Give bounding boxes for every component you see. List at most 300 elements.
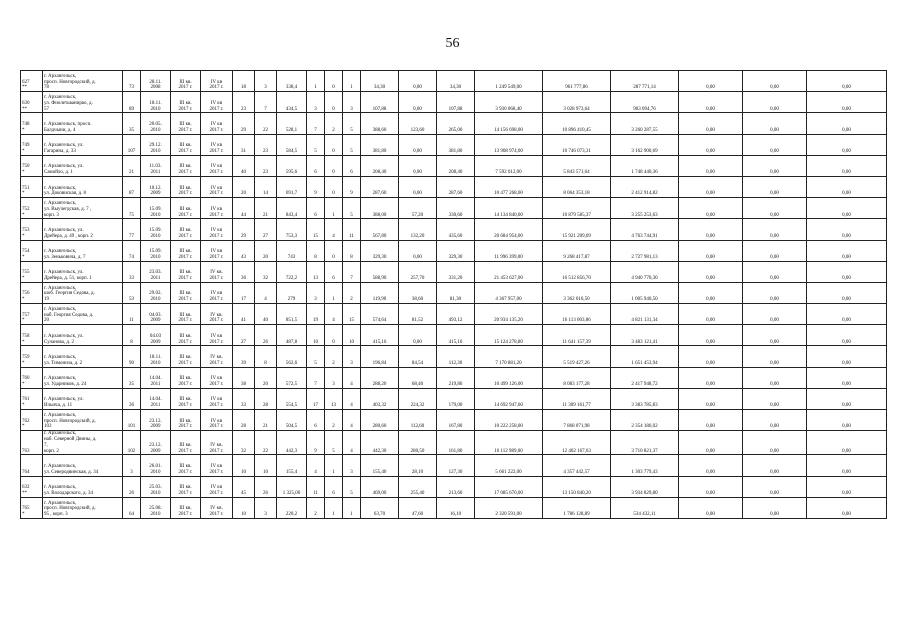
- count-c1-cell: 10: [307, 325, 325, 346]
- area-d2-cell: 28,10: [399, 455, 437, 476]
- count-c1-cell: 11: [307, 476, 325, 497]
- count-c1-cell: 1: [307, 71, 325, 92]
- area-d3-cell: 213,60: [437, 476, 475, 497]
- row-number: 630 **: [21, 92, 43, 113]
- table-row: [21, 388, 887, 409]
- stage-cell: III кв. 2017 г.: [171, 134, 201, 155]
- area-d1-cell: 280,60: [361, 410, 399, 431]
- count-b-cell: 3: [255, 71, 277, 92]
- year-cell: 53: [123, 282, 141, 303]
- row-number: 754 *: [21, 240, 43, 261]
- table-row: [21, 346, 887, 367]
- count-c3-cell: 4: [343, 388, 361, 409]
- address-cell: г. Архангельск, ул. Самойло, д. 1: [43, 155, 123, 176]
- count-c1-cell: 9: [307, 431, 325, 455]
- area-d1-cell: 107,88: [361, 92, 399, 113]
- address-cell: г. Архангельск, ул. Выучегдская, д. 7 , корп. 3: [43, 198, 123, 219]
- area-d2-cell: 132,20: [399, 219, 437, 240]
- area-d1-cell: 329,30: [361, 240, 399, 261]
- count-b-cell: 7: [255, 92, 277, 113]
- term-cell: IV кв 2017 г.: [201, 71, 233, 92]
- stage-cell: III кв. 2017 г.: [171, 198, 201, 219]
- zero-2-cell: 0,00: [743, 410, 807, 431]
- table-row: [21, 113, 887, 134]
- term-cell: IV кв 2017 г.: [201, 388, 233, 409]
- row-number: 758 *: [21, 325, 43, 346]
- address-cell: г. Архангельск, ул. Володарского, д. 34: [43, 476, 123, 497]
- count-c3-cell: 3: [343, 346, 361, 367]
- sum-cell: 1 303 779,43: [611, 455, 679, 476]
- count-c1-cell: 3: [307, 92, 325, 113]
- count-a-cell: 18: [233, 71, 255, 92]
- zero-2-cell: 0,00: [743, 325, 807, 346]
- area-d1-cell: 574,64: [361, 304, 399, 325]
- cost-fund-cell: 15 921 209,09: [543, 219, 611, 240]
- year-cell: 77: [123, 219, 141, 240]
- row-number: 759 *: [21, 346, 43, 367]
- area-cell: 434,5: [277, 92, 307, 113]
- sum-cell: 2 727 981,13: [611, 240, 679, 261]
- date-cell: 14.04. 2011: [141, 388, 171, 409]
- zero-2-cell: 0,00: [743, 346, 807, 367]
- year-cell: 89: [123, 92, 141, 113]
- area-d3-cell: 107,88: [437, 92, 475, 113]
- table-row: [21, 282, 887, 303]
- address-cell: г. Архангельск, просп. Новгородский, д. 78: [43, 71, 123, 92]
- date-cell: 15.09. 2010: [141, 219, 171, 240]
- count-b-cell: 3: [255, 497, 277, 518]
- cost-fund-cell: 10 746 073,31: [543, 134, 611, 155]
- address-cell: г. Архангельск, ул. Ильича, д. 11: [43, 388, 123, 409]
- count-c2-cell: 0: [325, 134, 343, 155]
- count-c3-cell: 10: [343, 325, 361, 346]
- zero-2-cell: 0,00: [743, 92, 807, 113]
- year-cell: 87: [123, 176, 141, 197]
- count-c3-cell: 5: [343, 198, 361, 219]
- address-cell: г. Архангельск, ул. Зеньковича, д. 7: [43, 240, 123, 261]
- count-a-cell: 39: [233, 346, 255, 367]
- zero-3-cell: 0,00: [807, 304, 887, 325]
- cost-estimate-cell: 17 085 670,00: [475, 476, 543, 497]
- count-b-cell: 23: [255, 134, 277, 155]
- count-c1-cell: 17: [307, 388, 325, 409]
- cost-estimate-cell: 20 934 135,20: [475, 304, 543, 325]
- area-d2-cell: 81,52: [399, 304, 437, 325]
- count-c1-cell: 6: [307, 198, 325, 219]
- address-cell: г. Архангельск, ул. Фиолетьванирко, д. 57: [43, 92, 123, 113]
- sum-cell: 1 748 440,36: [611, 155, 679, 176]
- count-c3-cell: 4: [343, 367, 361, 388]
- area-cell: 722,2: [277, 261, 307, 282]
- count-b-cell: 26: [255, 325, 277, 346]
- date-cell: 26.01. 2010: [141, 455, 171, 476]
- zero-3-cell: 0,00: [807, 240, 887, 261]
- cost-estimate-cell: 5 661 222,00: [475, 455, 543, 476]
- cost-fund-cell: 9 268 417,87: [543, 240, 611, 261]
- date-cell: 15.09. 2010: [141, 198, 171, 219]
- area-cell: 691,7: [277, 176, 307, 197]
- term-cell: IV кв 2017 г.: [201, 325, 233, 346]
- area-d3-cell: 16,10: [437, 497, 475, 518]
- count-c1-cell: 5: [307, 134, 325, 155]
- cost-estimate-cell: 13 908 974,00: [475, 134, 543, 155]
- count-c1-cell: 5: [307, 346, 325, 367]
- count-c1-cell: 9: [307, 176, 325, 197]
- address-cell: г. Архангельск, ул. Ударников, д. 24: [43, 367, 123, 388]
- area-d2-cell: 255,40: [399, 476, 437, 497]
- cost-fund-cell: 11 641 157,39: [543, 325, 611, 346]
- date-cell: 14.04. 2011: [141, 367, 171, 388]
- count-b-cell: 40: [255, 304, 277, 325]
- row-number: 753 *: [21, 219, 43, 240]
- count-a-cell: 32: [233, 431, 255, 455]
- area-cell: 584,5: [277, 134, 307, 155]
- cost-estimate-cell: 14 134 840,00: [475, 198, 543, 219]
- count-c1-cell: 19: [307, 304, 325, 325]
- count-c1-cell: 6: [307, 410, 325, 431]
- year-cell: 8: [123, 325, 141, 346]
- row-number: 756 *: [21, 282, 43, 303]
- area-d1-cell: 119,90: [361, 282, 399, 303]
- count-c1-cell: 4: [307, 455, 325, 476]
- sum-cell: 287 771,14: [611, 71, 679, 92]
- row-number: 749 *: [21, 134, 43, 155]
- zero-2-cell: 0,00: [743, 176, 807, 197]
- count-c3-cell: 3: [343, 92, 361, 113]
- stage-cell: III кв. 2017 г.: [171, 176, 201, 197]
- area-d3-cell: 415,16: [437, 325, 475, 346]
- sum-cell: 2 417 948,72: [611, 367, 679, 388]
- resettlement-table: [20, 70, 887, 519]
- row-number: 761 *: [21, 388, 43, 409]
- year-cell: 101: [123, 410, 141, 431]
- count-c2-cell: 2: [325, 410, 343, 431]
- zero-1-cell: 0,00: [679, 240, 743, 261]
- date-cell: 23.12. 2009: [141, 410, 171, 431]
- count-b-cell: 32: [255, 261, 277, 282]
- count-c3-cell: 6: [343, 155, 361, 176]
- address-cell: г. Архангельск, просп. Новгородский, д. 95 , корп. 3: [43, 497, 123, 518]
- count-c2-cell: 6: [325, 476, 343, 497]
- area-d3-cell: 208,40: [437, 155, 475, 176]
- date-cell: 11.03. 2011: [141, 155, 171, 176]
- zero-3-cell: 0,00: [807, 410, 887, 431]
- sum-cell: 3 934 829,80: [611, 476, 679, 497]
- table-row: [21, 367, 887, 388]
- row-number: 752 *: [21, 198, 43, 219]
- cost-estimate-cell: 3 930 068,40: [475, 92, 543, 113]
- address-cell: г. Архангельск, ул. Дрейера, д. 51, корп. 1: [43, 261, 123, 282]
- sum-cell: 4 763 744,91: [611, 219, 679, 240]
- stage-cell: III кв. 2017 г.: [171, 497, 201, 518]
- zero-1-cell: 0,00: [679, 219, 743, 240]
- zero-1-cell: 0,00: [679, 431, 743, 455]
- sum-cell: 2 354 186,02: [611, 410, 679, 431]
- count-c3-cell: 4: [343, 431, 361, 455]
- area-d2-cell: 123,60: [399, 113, 437, 134]
- table-row: [21, 476, 887, 497]
- count-c1-cell: 3: [307, 282, 325, 303]
- table-row: [21, 240, 887, 261]
- area-d1-cell: 287,60: [361, 176, 399, 197]
- address-cell: г. Архангельск, наб. Северной Двины, д. 7, корп. 2: [43, 431, 123, 455]
- address-cell: г. Архангельск, просп. Новгородский, д. 103: [43, 410, 123, 431]
- address-cell: г. Архангельск, ул. Тимониза, д. 2: [43, 346, 123, 367]
- area-d1-cell: 567,80: [361, 219, 399, 240]
- zero-3-cell: 0,00: [807, 176, 887, 197]
- area-d1-cell: 469,00: [361, 476, 399, 497]
- zero-2-cell: 0,00: [743, 431, 807, 455]
- zero-3-cell: 0,00: [807, 155, 887, 176]
- row-number: 751 *: [21, 176, 43, 197]
- zero-2-cell: 0,00: [743, 198, 807, 219]
- count-b-cell: 22: [255, 113, 277, 134]
- zero-2-cell: 0,00: [743, 455, 807, 476]
- cost-estimate-cell: 14 156 698,00: [475, 113, 543, 134]
- stage-cell: III кв. 2017 г.: [171, 155, 201, 176]
- area-d3-cell: 287,60: [437, 176, 475, 197]
- table-row: [21, 92, 887, 113]
- area-cell: 743: [277, 240, 307, 261]
- count-b-cell: 23: [255, 155, 277, 176]
- area-d1-cell: 388,00: [361, 198, 399, 219]
- cost-fund-cell: 8 083 177,28: [543, 367, 611, 388]
- zero-2-cell: 0,00: [743, 219, 807, 240]
- count-c3-cell: 11: [343, 219, 361, 240]
- area-d3-cell: 493,12: [437, 304, 475, 325]
- area-d1-cell: 63,70: [361, 497, 399, 518]
- table-row: [21, 155, 887, 176]
- zero-3-cell: 0,00: [807, 325, 887, 346]
- area-cell: 554,5: [277, 388, 307, 409]
- area-d2-cell: 0,00: [399, 71, 437, 92]
- zero-2-cell: 0,00: [743, 497, 807, 518]
- area-d2-cell: 0,00: [399, 92, 437, 113]
- term-cell: IV кв 2017 г.: [201, 134, 233, 155]
- zero-3-cell: 0,00: [807, 455, 887, 476]
- count-a-cell: 45: [233, 476, 255, 497]
- count-c3-cell: 1: [343, 497, 361, 518]
- count-a-cell: 23: [233, 92, 255, 113]
- cost-estimate-cell: 2 320 591,00: [475, 497, 543, 518]
- sum-cell: 3 255 253,63: [611, 198, 679, 219]
- address-cell: г. Архангельск, ул. Северодвинская, д. 34: [43, 455, 123, 476]
- area-d1-cell: 196,84: [361, 346, 399, 367]
- zero-3-cell: 0,00: [807, 261, 887, 282]
- count-a-cell: 41: [233, 304, 255, 325]
- cost-fund-cell: 3 362 016,50: [543, 282, 611, 303]
- address-cell: г. Архангельск, ул. Доковиская, д. 8: [43, 176, 123, 197]
- count-c3-cell: 3: [343, 455, 361, 476]
- area-d3-cell: 112,30: [437, 346, 475, 367]
- area-d3-cell: 435,60: [437, 219, 475, 240]
- count-a-cell: 29: [233, 113, 255, 134]
- count-a-cell: 44: [233, 198, 255, 219]
- sum-cell: 534 432,11: [611, 497, 679, 518]
- table-row: [21, 325, 887, 346]
- count-c1-cell: 7: [307, 113, 325, 134]
- zero-3-cell: 0,00: [807, 346, 887, 367]
- year-cell: 75: [123, 198, 141, 219]
- area-d1-cell: 442,30: [361, 431, 399, 455]
- area-cell: 1 325,00: [277, 476, 307, 497]
- count-c2-cell: 0: [325, 155, 343, 176]
- count-b-cell: 4: [255, 282, 277, 303]
- count-b-cell: 21: [255, 198, 277, 219]
- count-b-cell: 21: [255, 410, 277, 431]
- zero-1-cell: 0,00: [679, 282, 743, 303]
- area-d3-cell: 381,80: [437, 134, 475, 155]
- zero-2-cell: 0,00: [743, 476, 807, 497]
- count-c2-cell: 1: [325, 455, 343, 476]
- term-cell: IV кв 2017 г.: [201, 455, 233, 476]
- zero-1-cell: 0,00: [679, 198, 743, 219]
- stage-cell: III кв. 2017 г.: [171, 410, 201, 431]
- count-c1-cell: 6: [307, 155, 325, 176]
- term-cell: IV кв 2017 г.: [201, 367, 233, 388]
- date-cell: 28.11. 2008: [141, 71, 171, 92]
- table-row: [21, 219, 887, 240]
- cost-estimate-cell: 7 592 012,00: [475, 155, 543, 176]
- row-number: 763: [21, 431, 43, 455]
- area-cell: 572,5: [277, 367, 307, 388]
- cost-fund-cell: 11 309 161,77: [543, 388, 611, 409]
- count-c1-cell: 7: [307, 367, 325, 388]
- sum-cell: 1 005 940,50: [611, 282, 679, 303]
- count-b-cell: 20: [255, 240, 277, 261]
- area-d2-cell: 0,00: [399, 325, 437, 346]
- count-a-cell: 40: [233, 155, 255, 176]
- count-c3-cell: 7: [343, 261, 361, 282]
- date-cell: 18.11. 2010: [141, 346, 171, 367]
- sum-cell: 3 483 121,41: [611, 325, 679, 346]
- page-number: 56: [445, 36, 460, 51]
- zero-1-cell: 0,00: [679, 497, 743, 518]
- count-c2-cell: 0: [325, 325, 343, 346]
- cost-fund-cell: 8 064 353,18: [543, 176, 611, 197]
- zero-1-cell: 0,00: [679, 325, 743, 346]
- table-row: [21, 71, 887, 92]
- cost-estimate-cell: 16 112 989,00: [475, 431, 543, 455]
- cost-fund-cell: 5 519 427,26: [543, 346, 611, 367]
- row-number: 750 *: [21, 155, 43, 176]
- stage-cell: III кв. 2017 г.: [171, 431, 201, 455]
- zero-1-cell: 0,00: [679, 134, 743, 155]
- cost-estimate-cell: 15 124 278,80: [475, 325, 543, 346]
- count-c3-cell: 5: [343, 113, 361, 134]
- term-cell: IV кв. 2017 г.: [201, 346, 233, 367]
- date-cell: 04.03 2009: [141, 325, 171, 346]
- cost-estimate-cell: 7 170 881,20: [475, 346, 543, 367]
- count-c3-cell: 2: [343, 282, 361, 303]
- cost-fund-cell: 961 777,86: [543, 71, 611, 92]
- cost-estimate-cell: 10 499 126,00: [475, 367, 543, 388]
- area-d1-cell: 415,16: [361, 325, 399, 346]
- year-cell: 107: [123, 134, 141, 155]
- area-d1-cell: 208,40: [361, 155, 399, 176]
- area-cell: 155,4: [277, 455, 307, 476]
- zero-1-cell: 0,00: [679, 71, 743, 92]
- year-cell: 64: [123, 497, 141, 518]
- term-cell: IV кв 2017 г.: [201, 176, 233, 197]
- count-c2-cell: 1: [325, 497, 343, 518]
- cost-fund-cell: 4 357 442,57: [543, 455, 611, 476]
- table-row: [21, 410, 887, 431]
- area-cell: 753,3: [277, 219, 307, 240]
- year-cell: 33: [123, 261, 141, 282]
- date-cell: 29.02. 2010: [141, 282, 171, 303]
- row-number: 760 *: [21, 367, 43, 388]
- cost-estimate-cell: 10 222 258,00: [475, 410, 543, 431]
- count-c2-cell: 0: [325, 71, 343, 92]
- year-cell: 11: [123, 304, 141, 325]
- row-number: 762 *: [21, 410, 43, 431]
- table-row: [21, 198, 887, 219]
- stage-cell: III кв. 2017 г.: [171, 304, 201, 325]
- table-row: [21, 176, 887, 197]
- table-row: [21, 261, 887, 282]
- row-number: 764: [21, 455, 43, 476]
- count-c2-cell: 1: [325, 198, 343, 219]
- cost-fund-cell: 13 150 840,20: [543, 476, 611, 497]
- cost-estimate-cell: 21 453 627,00: [475, 261, 543, 282]
- table-row: [21, 304, 887, 325]
- sum-cell: 903 094,76: [611, 92, 679, 113]
- term-cell: IV кв. 2017 г.: [201, 261, 233, 282]
- count-c2-cell: 0: [325, 176, 343, 197]
- year-cell: 26: [123, 476, 141, 497]
- count-c3-cell: 15: [343, 304, 361, 325]
- cost-fund-cell: 12 402 167,63: [543, 431, 611, 455]
- cost-estimate-cell: 11 996 399,00: [475, 240, 543, 261]
- count-b-cell: 26: [255, 476, 277, 497]
- zero-3-cell: 0,00: [807, 198, 887, 219]
- zero-2-cell: 0,00: [743, 240, 807, 261]
- date-cell: 29.12. 2010: [141, 134, 171, 155]
- stage-cell: III кв. 2017 г.: [171, 113, 201, 134]
- count-b-cell: 20: [255, 367, 277, 388]
- count-a-cell: 27: [233, 325, 255, 346]
- year-cell: 90: [123, 346, 141, 367]
- zero-3-cell: 0,00: [807, 367, 887, 388]
- area-cell: 562,6: [277, 346, 307, 367]
- area-d3-cell: 34,30: [437, 71, 475, 92]
- zero-2-cell: 0,00: [743, 71, 807, 92]
- row-number: 757 *: [21, 304, 43, 325]
- area-d3-cell: 265,00: [437, 113, 475, 134]
- area-cell: 528,1: [277, 113, 307, 134]
- term-cell: IV кв. 2017 г.: [201, 497, 233, 518]
- zero-1-cell: 0,00: [679, 155, 743, 176]
- cost-fund-cell: 3 028 973,64: [543, 92, 611, 113]
- address-cell: г. Архангельск, ул. Суланова, д. 2: [43, 325, 123, 346]
- cost-fund-cell: 10 879 585,37: [543, 198, 611, 219]
- area-d1-cell: 588,90: [361, 261, 399, 282]
- count-c2-cell: 2: [325, 346, 343, 367]
- cost-fund-cell: 16 512 856,70: [543, 261, 611, 282]
- cost-fund-cell: 7 868 071,98: [543, 410, 611, 431]
- zero-1-cell: 0,00: [679, 410, 743, 431]
- area-cell: 504,5: [277, 410, 307, 431]
- area-d3-cell: 161,80: [437, 431, 475, 455]
- count-c2-cell: 0: [325, 92, 343, 113]
- term-cell: IV кв 2017 г.: [201, 410, 233, 431]
- sum-cell: 3 383 785,83: [611, 388, 679, 409]
- date-cell: 20.05. 2010: [141, 113, 171, 134]
- stage-cell: III кв. 2017 г.: [171, 367, 201, 388]
- count-b-cell: 28: [255, 388, 277, 409]
- term-cell: IV кв. 2017 г.: [201, 304, 233, 325]
